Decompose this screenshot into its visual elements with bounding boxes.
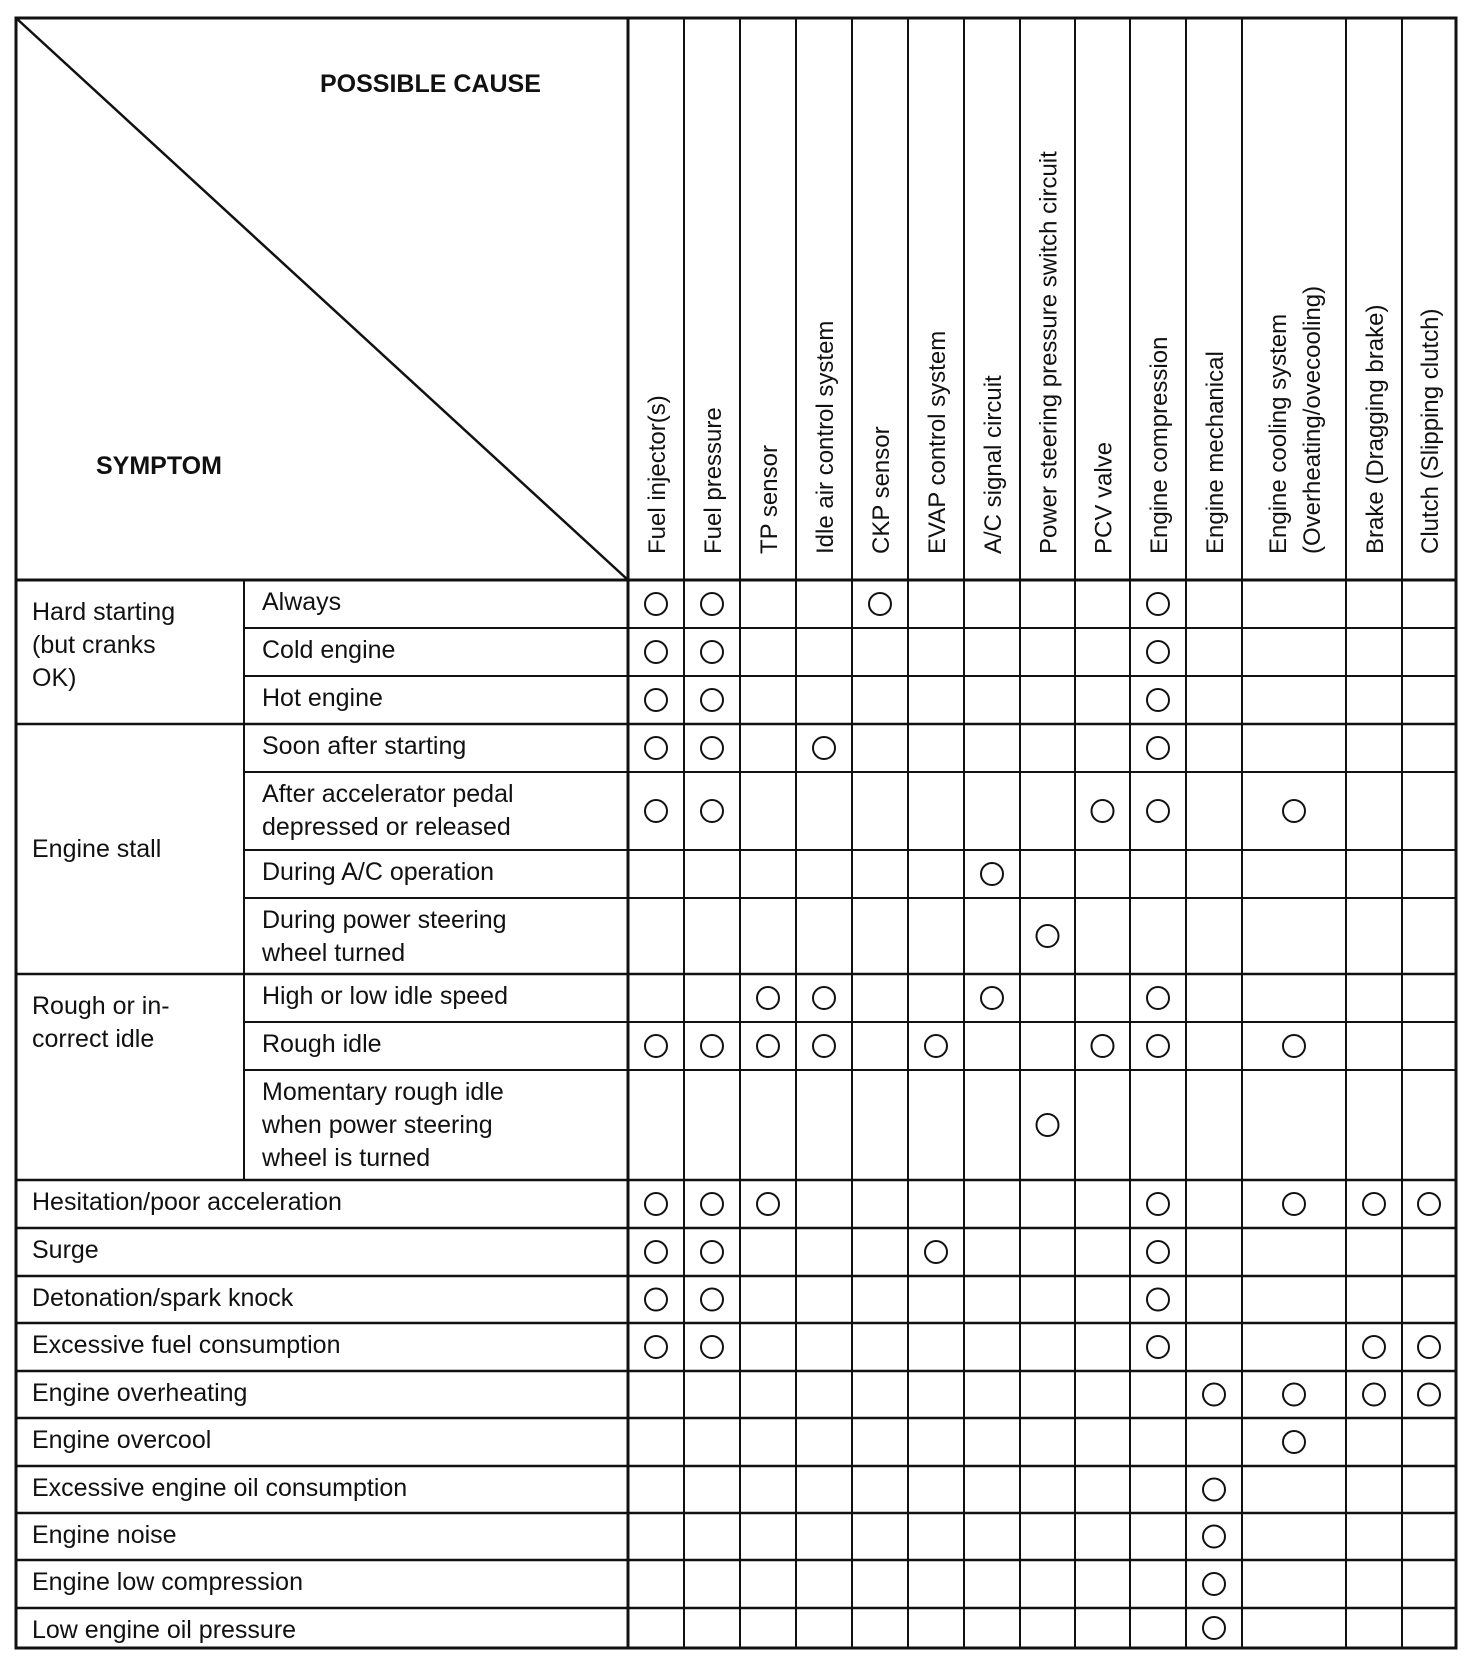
cause-mark [1147,737,1169,759]
cause-mark [1283,1384,1305,1406]
cause-mark [701,1193,723,1215]
cause-mark [645,1336,667,1358]
cause-mark [1147,1193,1169,1215]
cause-mark [1147,1336,1169,1358]
sub-symptom-label: Momentary rough idle [262,1078,504,1106]
cause-mark [981,987,1003,1009]
cause-mark [1147,1241,1169,1263]
cause-mark [1283,1431,1305,1453]
cause-header-12: Brake (Dragging brake) [1362,304,1389,554]
cause-header-13: Clutch (Slipping clutch) [1417,308,1444,554]
sub-symptom-label: depressed or released [262,813,511,841]
symptom-label: Detonation/spark knock [32,1284,294,1312]
sub-symptom-label: During power steering [262,906,507,934]
symptom-rows [32,588,514,1644]
possible-cause-heading: POSSIBLE CAUSE [320,70,541,98]
cause-mark [1283,800,1305,822]
symptom-label: Surge [32,1236,99,1264]
symptom-group-label: OK) [32,664,77,692]
cause-header-10: Engine mechanical [1202,351,1229,554]
cause-mark [1203,1617,1225,1639]
cause-mark [1092,1035,1114,1057]
sub-symptom-label: Soon after starting [262,732,467,760]
cause-mark [1147,641,1169,663]
header-area [96,70,541,480]
cause-mark [701,641,723,663]
cause-mark [645,641,667,663]
cause-header-4: CKP sensor [868,426,895,554]
cause-mark [925,1035,947,1057]
cause-mark [1092,800,1114,822]
cause-mark [813,987,835,1009]
cause-mark [701,1035,723,1057]
cause-mark [1283,1193,1305,1215]
sub-symptom-label: After accelerator pedal [262,780,514,808]
cause-mark [701,1241,723,1263]
symptom-label: Engine overcool [32,1426,212,1454]
cause-header-7: Power steering pressure switch circuit [1035,151,1063,554]
cause-mark [1363,1193,1385,1215]
cause-mark [701,593,723,615]
symptom-label: Excessive engine oil consumption [32,1474,408,1502]
symptom-group-label: Engine stall [32,835,162,863]
symptom-group-label: (but cranks [32,631,156,659]
cause-mark [1147,689,1169,711]
cause-mark [1203,1384,1225,1406]
symptom-label: Excessive fuel consumption [32,1331,341,1359]
symptom-label: Hesitation/poor acceleration [32,1188,342,1216]
cause-mark [645,1035,667,1057]
header-diagonal [16,18,628,580]
cause-mark [1418,1193,1440,1215]
cause-mark [645,689,667,711]
cause-header-11: (Overheating/ovecooling) [1299,285,1326,554]
sub-symptom-label: Hot engine [262,684,383,712]
cause-mark [645,1289,667,1311]
cause-mark [869,593,891,615]
cause-mark [701,689,723,711]
cause-mark [813,1035,835,1057]
cause-header-11: Engine cooling system [1265,313,1292,554]
cause-marks [645,593,1440,1639]
cause-mark [645,737,667,759]
cause-mark [1037,925,1059,947]
cause-mark [1203,1526,1225,1548]
cause-header-3: Idle air control system [812,320,839,554]
cause-mark [645,593,667,615]
sub-symptom-label: During A/C operation [262,858,495,886]
symptom-label: Engine noise [32,1521,177,1549]
cause-mark [1147,593,1169,615]
cause-mark [1418,1336,1440,1358]
cause-mark [1418,1384,1440,1406]
sub-symptom-label: when power steering [262,1111,493,1139]
cause-mark [757,1193,779,1215]
cause-mark [1363,1384,1385,1406]
cause-mark [701,1289,723,1311]
symptom-group-label: correct idle [32,1025,155,1053]
cause-mark [1203,1479,1225,1501]
cause-mark [701,737,723,759]
symptom-label: Low engine oil pressure [32,1616,297,1644]
symptom-label: Engine low compression [32,1568,303,1596]
cause-mark [1283,1035,1305,1057]
cause-mark [1147,1035,1169,1057]
symptom-group-label: Rough or in- [32,992,170,1020]
cause-mark [645,1193,667,1215]
cause-mark [645,800,667,822]
cause-mark [701,1336,723,1358]
cause-header-5: EVAP control system [924,330,951,554]
cause-mark [701,800,723,822]
cause-header-1: Fuel pressure [700,407,727,554]
cause-mark [757,987,779,1009]
sub-symptom-label: wheel is turned [262,1144,431,1172]
sub-symptom-label: Rough idle [262,1030,382,1058]
cause-mark [925,1241,947,1263]
sub-symptom-label: Always [262,588,342,616]
cause-mark [645,1241,667,1263]
cause-mark [1147,1289,1169,1311]
cause-header-0: Fuel injector(s) [644,395,671,554]
cause-mark [1147,800,1169,822]
cause-mark [981,863,1003,885]
cause-column-headers [644,151,1444,554]
cause-mark [813,737,835,759]
cause-header-2: TP sensor [756,445,783,554]
symptom-group-label: Hard starting [32,598,176,626]
cause-header-9: Engine compression [1146,336,1173,554]
symptom-heading: SYMPTOM [96,452,222,480]
cause-mark [757,1035,779,1057]
cause-mark [1363,1336,1385,1358]
cause-header-8: PCV valve [1090,441,1118,554]
cause-mark [1037,1114,1059,1136]
sub-symptom-label: wheel turned [262,939,406,967]
sub-symptom-label: High or low idle speed [262,982,508,1010]
cause-header-6: A/C signal circuit [980,375,1007,554]
symptom-label: Engine overheating [32,1379,248,1407]
cause-mark [1147,987,1169,1009]
sub-symptom-label: Cold engine [262,636,396,664]
cause-mark [1203,1573,1225,1595]
